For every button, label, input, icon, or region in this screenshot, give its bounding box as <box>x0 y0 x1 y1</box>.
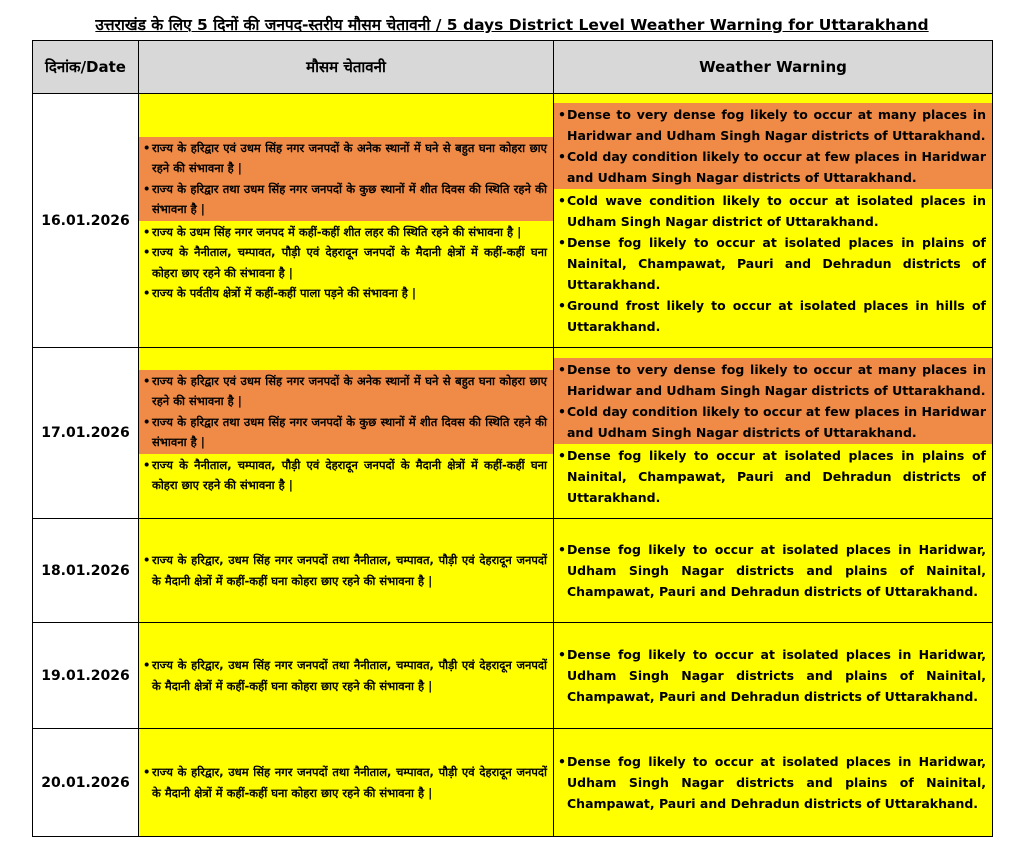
warning-item <box>143 242 547 283</box>
orange-warning-block <box>554 358 992 444</box>
yellow-warning-block <box>554 444 992 509</box>
bullet-icon: • <box>558 754 566 769</box>
date-cell: 19.01.2026 <box>33 623 139 729</box>
warning-text: Dense fog likely to occur at isolated places in Haridwar, Udham Singh Nagar districts and plains of Nainital, Champawat, Pauri and Dehradun districts of Uttarakhand. <box>567 647 986 704</box>
warning-text: राज्य के नैनीताल, चम्पावत, पौड़ी एवं देहरादून जनपदों के मैदानी क्षेत्रों में कहीं-कहीं घना कोहरा छाए रहने की संभावना है | <box>152 457 547 492</box>
table-row <box>33 729 993 837</box>
orange-warning-block <box>139 137 553 221</box>
hindi-warning-cell <box>139 623 554 729</box>
warning-item <box>558 295 986 337</box>
warning-table <box>32 40 993 837</box>
bullet-icon: • <box>143 765 151 779</box>
yellow-warning-block <box>139 454 553 497</box>
english-warning-cell <box>554 348 993 519</box>
date-column-header: दिनांक/Date <box>33 41 139 94</box>
warning-item <box>143 455 547 496</box>
date-cell: 18.01.2026 <box>33 519 139 623</box>
table-row <box>33 94 993 348</box>
table-row <box>33 623 993 729</box>
bullet-icon: • <box>143 373 151 388</box>
hindi-warning-column-header: मौसम चेतावनी <box>139 41 554 94</box>
yellow-warning-block <box>554 538 992 603</box>
bullet-icon: • <box>143 140 151 155</box>
bullet-icon: • <box>558 403 566 419</box>
warning-text: Dense fog likely to occur at isolated places in Haridwar, Udham Singh Nagar districts and plains of Nainital, Champawat, Pauri and Dehradun districts of Uttarakhand. <box>567 754 986 811</box>
warning-item <box>558 539 986 602</box>
orange-warning-block <box>139 370 553 454</box>
warning-text: राज्य के हरिद्वार एवं उधम सिंह नगर जनपदों के अनेक स्थानों में घने से बहुत घना कोहरा छाए रहने की संभावना है | <box>152 140 547 175</box>
date-cell: 16.01.2026 <box>33 94 139 348</box>
bullet-icon: • <box>558 235 566 250</box>
table-body <box>33 94 993 837</box>
warning-text: Dense to very dense fog likely to occur at many places in Haridwar and Udham Singh Nagar districts of Uttarakhand. <box>567 107 986 143</box>
warning-text: राज्य के नैनीताल, चम्पावत, पौड़ी एवं देहरादून जनपदों के मैदानी क्षेत्रों में कहीं-कहीं घना कोहरा छाए रहने की संभावना है | <box>152 245 547 280</box>
warning-text: Dense to very dense fog likely to occur at many places in Haridwar and Udham Singh Nagar districts of Uttarakhand. <box>567 361 986 398</box>
warning-item <box>558 104 986 146</box>
hindi-warning-cell <box>139 729 554 837</box>
warning-item <box>143 412 547 453</box>
warning-item <box>558 146 986 188</box>
warning-text: राज्य के हरिद्वार, उधम सिंह नगर जनपदों तथा नैनीताल, चम्पावत, पौड़ी एवं देहरादून जनपदों के मैदानी क्षेत्रों में कहीं-कहीं घना कोहरा छाए रहने की संभावना है | <box>152 765 547 800</box>
date-cell: 20.01.2026 <box>33 729 139 837</box>
warning-text: Cold wave condition likely to occur at isolated places in Udham Singh Nagar district of Uttarakhand. <box>567 193 986 229</box>
bullet-icon: • <box>143 553 151 567</box>
warning-item <box>558 401 986 443</box>
warning-text: Dense fog likely to occur at isolated places in plains of Nainital, Champawat, Pauri and Dehradun districts of Uttarakhand. <box>567 447 986 505</box>
warning-text: Cold day condition likely to occur at few places in Haridwar and Udham Singh Nagar districts of Uttarakhand. <box>567 149 986 185</box>
warning-text: राज्य के हरिद्वार तथा उधम सिंह नगर जनपदों के कुछ स्थानों में शीत दिवस की स्थिति रहने की संभावना है | <box>152 414 547 449</box>
bullet-icon: • <box>143 286 151 300</box>
warning-text: Cold day condition likely to occur at few places in Haridwar and Udham Singh Nagar districts of Uttarakhand. <box>567 403 986 440</box>
warning-item <box>143 222 547 243</box>
yellow-warning-block <box>139 654 553 697</box>
yellow-warning-block <box>554 750 992 815</box>
yellow-warning-block <box>139 221 553 305</box>
english-warning-cell <box>554 729 993 837</box>
warning-item <box>558 751 986 814</box>
warning-item <box>558 644 986 707</box>
warning-text: राज्य के पर्वतीय क्षेत्रों में कहीं-कहीं पाला पड़ने की संभावना है | <box>152 286 417 300</box>
warning-item <box>143 138 547 179</box>
warning-text: राज्य के हरिद्वार, उधम सिंह नगर जनपदों तथा नैनीताल, चम्पावत, पौड़ी एवं देहरादून जनपदों के मैदानी क्षेत्रों में कहीं-कहीं घना कोहरा छाए रहने की संभावना है | <box>152 658 547 693</box>
warning-item <box>143 283 547 304</box>
warning-item <box>143 655 547 696</box>
table-row <box>33 519 993 623</box>
bullet-icon: • <box>558 647 566 662</box>
warning-item <box>143 762 547 803</box>
warning-text: राज्य के हरिद्वार एवं उधम सिंह नगर जनपदों के अनेक स्थानों में घने से बहुत घना कोहरा छाए रहने की संभावना है | <box>152 373 547 408</box>
bullet-icon: • <box>558 298 566 313</box>
warning-item <box>143 550 547 591</box>
warning-text: Ground frost likely to occur at isolated places in hills of Uttarakhand. <box>567 298 986 334</box>
table-header-row <box>33 41 993 94</box>
english-warning-cell <box>554 94 993 348</box>
warning-text: Dense fog likely to occur at isolated places in plains of Nainital, Champawat, Pauri and Dehradun districts of Uttarakhand. <box>567 235 986 292</box>
warning-text: राज्य के हरिद्वार तथा उधम सिंह नगर जनपदों के कुछ स्थानों में शीत दिवस की स्थिति रहने की संभावना है | <box>152 181 547 216</box>
warning-item <box>143 179 547 220</box>
warning-item <box>558 232 986 295</box>
warning-item <box>558 445 986 508</box>
bullet-icon: • <box>143 181 151 196</box>
english-warning-cell <box>554 623 993 729</box>
hindi-warning-cell <box>139 348 554 519</box>
hindi-warning-cell <box>139 519 554 623</box>
yellow-warning-block <box>139 549 553 592</box>
yellow-warning-block <box>139 761 553 804</box>
bullet-icon: • <box>558 193 566 208</box>
english-warning-cell <box>554 519 993 623</box>
bullet-icon: • <box>143 457 151 472</box>
warning-item <box>558 190 986 232</box>
warning-text: Dense fog likely to occur at isolated places in Haridwar, Udham Singh Nagar districts and plains of Nainital, Champawat, Pauri and Dehradun districts of Uttarakhand. <box>567 542 986 599</box>
table-row <box>33 348 993 519</box>
bullet-icon: • <box>143 658 151 672</box>
warning-item <box>558 359 986 401</box>
bullet-icon: • <box>558 447 566 463</box>
yellow-warning-block <box>554 643 992 708</box>
bullet-icon: • <box>558 149 566 164</box>
bullet-icon: • <box>558 542 566 557</box>
date-cell: 17.01.2026 <box>33 348 139 519</box>
warning-item <box>143 371 547 412</box>
bullet-icon: • <box>143 414 151 429</box>
bullet-icon: • <box>143 245 151 259</box>
warning-text: राज्य के हरिद्वार, उधम सिंह नगर जनपदों तथा नैनीताल, चम्पावत, पौड़ी एवं देहरादून जनपदों के मैदानी क्षेत्रों में कहीं-कहीं घना कोहरा छाए रहने की संभावना है | <box>152 553 547 588</box>
english-warning-column-header: Weather Warning <box>554 41 993 94</box>
bullet-icon: • <box>558 107 566 122</box>
bullet-icon: • <box>143 224 151 239</box>
yellow-warning-block <box>554 189 992 338</box>
page-title: उत्तराखंड के लिए 5 दिनों की जनपद-स्तरीय मौसम चेतावनी / 5 days District Level Weather Warning for Uttarakhand <box>95 16 929 34</box>
orange-warning-block <box>554 103 992 189</box>
warning-text: राज्य के उधम सिंह नगर जनपद में कहीं-कहीं शीत लहर की स्थिति रहने की संभावना है | <box>152 224 522 239</box>
hindi-warning-cell <box>139 94 554 348</box>
bullet-icon: • <box>558 361 566 377</box>
